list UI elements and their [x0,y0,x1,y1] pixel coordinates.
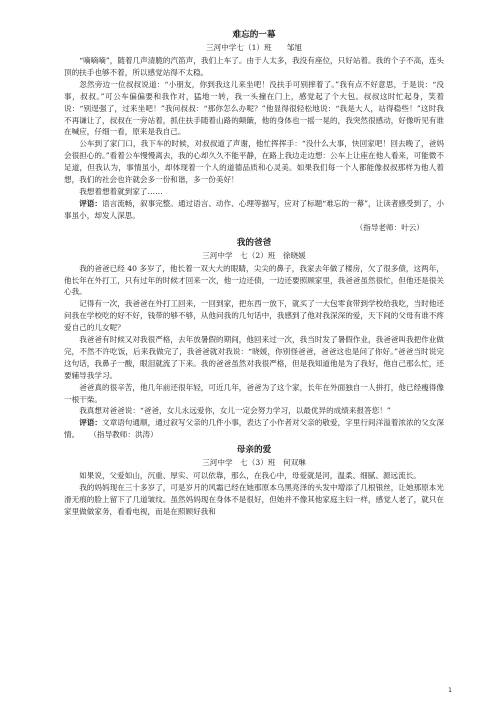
article-2-paragraph: 爸爸真的很辛苦，他几年前还很年轻，可近几年，爸爸为了这个家，长年在外面独自一人拼打，他已经瘦得像一根干柴。 [64,382,444,404]
article-1-comment [64,198,444,222]
article-1-paragraph: 我想着想着就到家了…… [79,186,163,196]
article-1-teacher: （指导老师：叶云） [355,222,424,232]
article-1-byline: 三河中学七（1）班 邹旭 [206,43,302,52]
article-2-title: 我的爸爸 [236,237,272,248]
comment-text: 语言流畅，叙事完整。通过语言、动作、心理等描写，应对了标题“难忘的一幕”，让读者感受到了，小事虽小，却发人深思。 [64,198,445,220]
article-3-byline: 三河中学 七（3）班 何双琳 [202,458,306,468]
article-2-comment [64,417,444,441]
article-1 [64,29,444,234]
article-1-paragraph: 公车到了家门口，我下车的时候，对叔叔道了声谢，他忙挥挥手：“没什么大事，快回家吧！回去晚了，爸妈会很担心的。”看着公车慢慢离去，我的心却久久不能平静，在路上我边走边想：公车上让座在他人看来，可能微不足道，但我认为，事情虽小，却体现着一个人的道德品质和心灵美。如果我们每一个人都能像叔叔那样为他人着想，我们的社会也许就会多一份和谐，多一份美好！ [64,139,444,185]
article-1-paragraph: 忽然旁边一位叔叔说道：“小朋友，你到我这儿来坐吧！没扶手可别摔着了。”我有点不好意思，于是说：“没事，叔叔。”可公车偏偏要和我作对，猛地一转，我一头撞在门上，感觉起了个大包。叔叔这时忙起身，笑着说：“别逞强了，过来坐吧！”我问叔叔：“那你怎么办呢？”他显得很轻松地说：“我是大人，站得稳些！”这时我不再谦让了，叔叔在一旁站着，抓住扶手随着山路的颠簸，他的身体也一摇一晃的，我突然很感动，好像听见有谁在喊应，仔细一看，原来是我自己。 [64,79,444,137]
article-3-title: 母亲的爱 [236,445,272,456]
article-2-paragraph: 我爸爸有时候又对我很严格，去年放暑假的期间，他回来过一次，我当时发了暑假作业，我爸爸叫我把作业做完，不然不许吃饭，后来我做完了，我爸爸就对我说：“晓媛，你别怪爸爸，爸爸这也是问了你好。”爸爸当时说完这句话，我鼻子一酸，眼泪就流了下来。我的爸爸虽然对我很严格，但是我知道他是为了我好，他自己那么忙，还要辅导我学习。 [64,335,444,380]
article-2-paragraph: 我真想对爸爸说：“爸爸，女儿永远爱你，女儿一定会努力学习，以最优异的成绩来报答您！” [79,406,391,416]
article-3 [64,444,444,518]
article-3-paragraph: 我的妈妈现在三十多岁了，可是岁月的风霜已经在她那原本乌黑亮泽的头发中增添了几根银丝，让她那原本光滑无痕的脸上留下了几道皱纹。虽然妈妈现在身体不是很好，但她并不像其他家庭主妇一样，感觉人老了，就只在家里做做家务，看看电视，而是在照顾好我和 [64,483,444,516]
article-2-paragraph: 记得有一次，我爸爸在外打工回来，一回到家，把东西一放下，就买了一大包零食带到学校给我吃，当时他还问我在学校吃的好不好，钱带的够不够，从他问我的几句话中，我感到了他对我深深的爱，天下间的父母有谁不疼爱自己的儿女呢？ [64,299,444,333]
comment-label: 评语： [79,418,102,428]
page-number: 1 [448,687,452,694]
article-1-title: 难忘的一幕 [232,30,276,40]
article-2 [64,237,444,442]
article-1-paragraph: “嘀嘀嘀”，随着几声清脆的汽笛声，我们上车了。由于人太多，我没有座位，只好站着。我的个子不高，连头顶的扶手也够不着，所以感觉站得不太稳。 [64,56,444,77]
article-2-teacher: （指导教师：洪涛） [93,430,158,440]
article-3-paragraph: 如果说，父爱如山，沉重、厚实、可以依靠，那么，在我心中，母爱就是河，温柔、细腻、源远流长。 [79,471,421,481]
article-2-paragraph: 我的爸爸已经 40 多岁了，他长着一双大大的眼睛，尖尖的鼻子，我家去年做了楼房，欠了很多债，这两年，他长年在外打工，只有过年的时候才回来一次，他一边还债，一边还要照顾家里，我爸爸虽然很忙，但他还是很关心我。 [64,263,444,297]
comment-text: 文章语句通顺，通过叙写父亲的几件小事，表达了小作者对父亲的敬爱，字里行间洋溢着浓浓的父女深情。 [64,418,445,440]
article-2-byline: 三河中学 七（2）班 徐晓媛 [202,250,306,260]
comment-label: 评语： [79,198,102,208]
